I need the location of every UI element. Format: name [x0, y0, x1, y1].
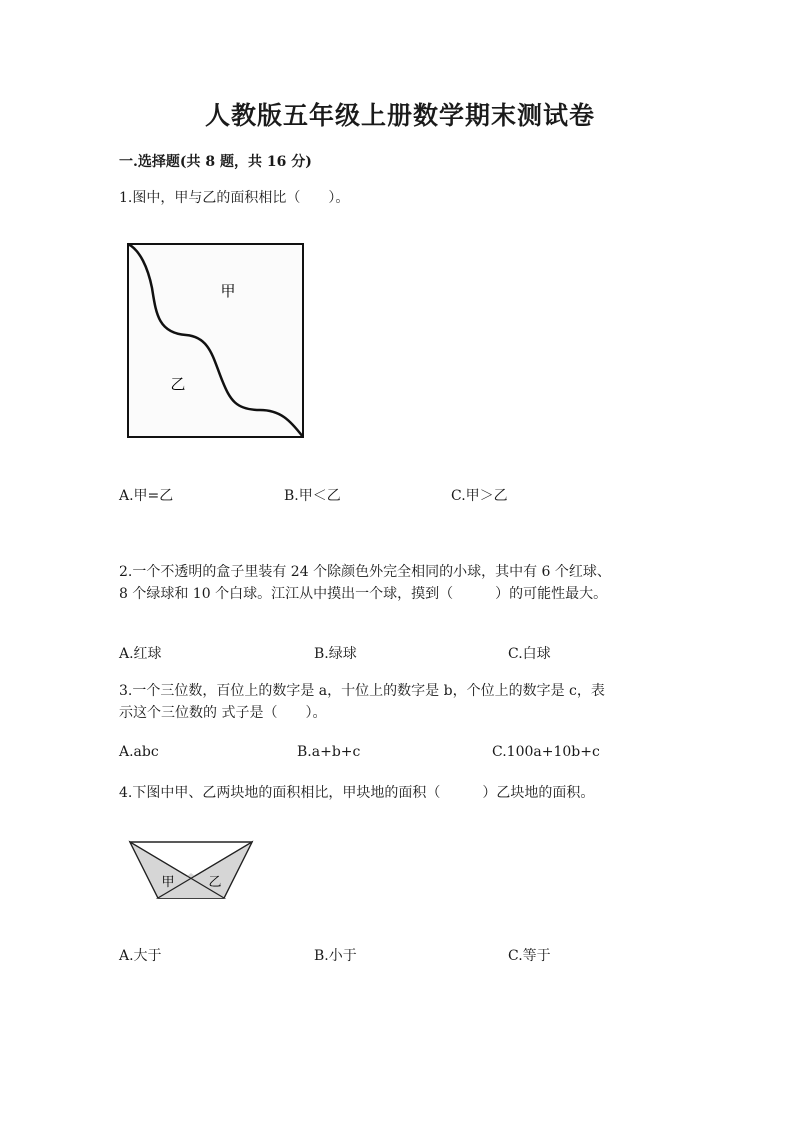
q3-option-b: B.a+b+c	[297, 744, 361, 760]
figure-label-yi: 乙	[208, 875, 222, 890]
question-2-line-2: 8 个绿球和 10 个白球。江江从中摸出一个球，摸到（ ）的可能性最大。	[119, 586, 608, 602]
question-4-text: 4.下图中甲、乙两块地的面积相比，甲块地的面积（ ）乙块地的面积。	[119, 785, 595, 801]
section-heading: 一.选择题(共 8 题，共 16 分)	[119, 154, 312, 170]
square-outline	[128, 244, 303, 437]
figure-label-jia: 甲	[161, 875, 175, 890]
q4-option-c: C.等于	[508, 948, 551, 964]
q2-option-a: A.红球	[119, 646, 162, 662]
question-3-line-1: 3.一个三位数，百位上的数字是 a，十位上的数字是 b，个位上的数字是 c，表	[119, 683, 605, 699]
question-1-text: 1.图中，甲与乙的面积相比（ ）。	[119, 190, 350, 206]
q2-option-b: B.绿球	[314, 646, 357, 662]
q2-option-c: C.白球	[508, 646, 551, 662]
question-3-line-2: 示这个三位数的 式子是（ ）。	[119, 705, 327, 721]
question-2-line-1: 2.一个不透明的盒子里装有 24 个除颜色外完全相同的小球，其中有 6 个红球、	[119, 564, 611, 580]
q3-option-c: C.100a+10b+c	[492, 744, 600, 760]
question-4-figure	[126, 838, 256, 902]
q3-option-a: A.abc	[119, 744, 159, 760]
q1-option-b: B.甲＜乙	[284, 488, 341, 504]
question-1-figure	[118, 238, 310, 444]
page-title: 人教版五年级上册数学期末测试卷	[204, 101, 595, 130]
figure-label-yi: 乙	[170, 375, 186, 393]
q4-option-a: A.大于	[119, 948, 162, 964]
q4-option-b: B.小于	[314, 948, 357, 964]
q1-option-c: C.甲＞乙	[451, 488, 508, 504]
q1-option-a: A.甲=乙	[119, 488, 174, 504]
figure-label-jia: 甲	[220, 282, 236, 300]
